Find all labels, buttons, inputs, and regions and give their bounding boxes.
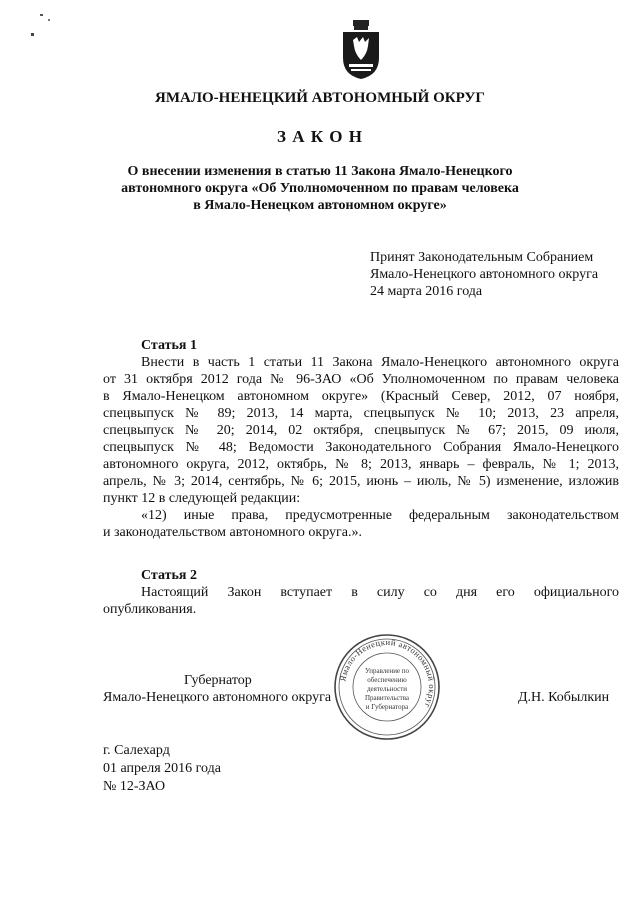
law-title-line: в Ямало-Ненецком автономном округе» [193,198,447,213]
signatory-org: Ямало-Ненецкого автономного округа [103,690,332,705]
article1-quote-line: «12) иные права, предусмотренные федеральным законодательством [141,508,619,523]
footer-block [103,742,221,796]
scan-speck [40,14,43,16]
scan-speck [31,33,34,36]
article1-line: автономного округа, 2012, октябрь, № 8; 2013, январь – февраль, № 1; 2013, [103,457,619,472]
signatory-position: Губернатор [184,673,252,688]
adoption-line: Ямало-Ненецкого автономного округа [370,267,599,282]
article1-line: апрель, № 3; 2014, сентябрь, № 6; 2015, июнь – июль, № 5) изменение, изложив [103,474,619,489]
article1-line: от 31 октября 2012 года № 96-ЗАО «Об Уполномоченном по правам человека [103,372,619,387]
region-heading: ЯМАЛО-НЕНЕЦКИЙ АВТОНОМНЫЙ ОКРУГ [155,90,485,106]
scan-speck [48,19,50,21]
law-title [0,163,640,214]
article1-body [103,354,619,541]
document-type: З А К О Н [276,127,364,146]
footer-date: 01 апреля 2016 года [103,761,221,776]
article1-line: Внести в часть 1 статьи 11 Закона Ямало-Ненецкого автономного округа [141,355,619,370]
seal-inner-line: обеспечению [367,676,407,684]
coat-of-arms-emblem [341,20,381,80]
article2-heading: Статья 2 [141,568,197,583]
official-seal-stamp [333,633,441,741]
article2-line: опубликования. [103,602,197,617]
article1-line: спецвыпуск № 20; 2014, 02 октября, спецвыпуск № 67; 2015, 09 июля, [103,423,619,438]
seal-inner-line: деятельности [366,685,408,693]
signatory-name: Д.Н. Кобылкин [518,690,610,705]
law-title-line: О внесении изменения в статью 11 Закона Ямало-Ненецкого [127,164,513,179]
seal-inner-line: Правительства [364,694,410,702]
adoption-note [370,249,598,300]
article1-heading: Статья 1 [141,338,197,353]
article1-quote-line: и законодательством автономного округа.». [103,525,362,540]
article1-line: спецвыпуск № 89; 2013, 14 марта, спецвыпуск № 10; 2013, 23 апреля, [103,406,619,421]
seal-inner-line: и Губернатора [365,703,409,711]
adoption-line: 24 марта 2016 года [370,284,483,299]
seal-inner-line: Управление по [364,667,410,675]
footer-city: г. Салехард [103,743,170,758]
seal-ring-text: Ямало-Ненецкий автономный округ [337,636,438,710]
article2-line: Настоящий Закон вступает в силу со дня его официального [141,585,619,600]
footer-number: № 12-ЗАО [103,779,166,794]
article1-line: пункт 12 в следующей редакции: [103,491,301,506]
article2-body [103,584,619,618]
article1-line: спецвыпуск № 48; Ведомости Законодательного Собрания Ямало-Ненецкого [103,440,619,455]
article1-line: в Ямало-Ненецком автономном округе» (Красный Север, 2012, 07 ноября, [103,389,619,404]
law-title-line: автономного округа «Об Уполномоченном по правам человека [121,181,519,196]
adoption-line: Принят Законодательным Собранием [370,250,594,265]
